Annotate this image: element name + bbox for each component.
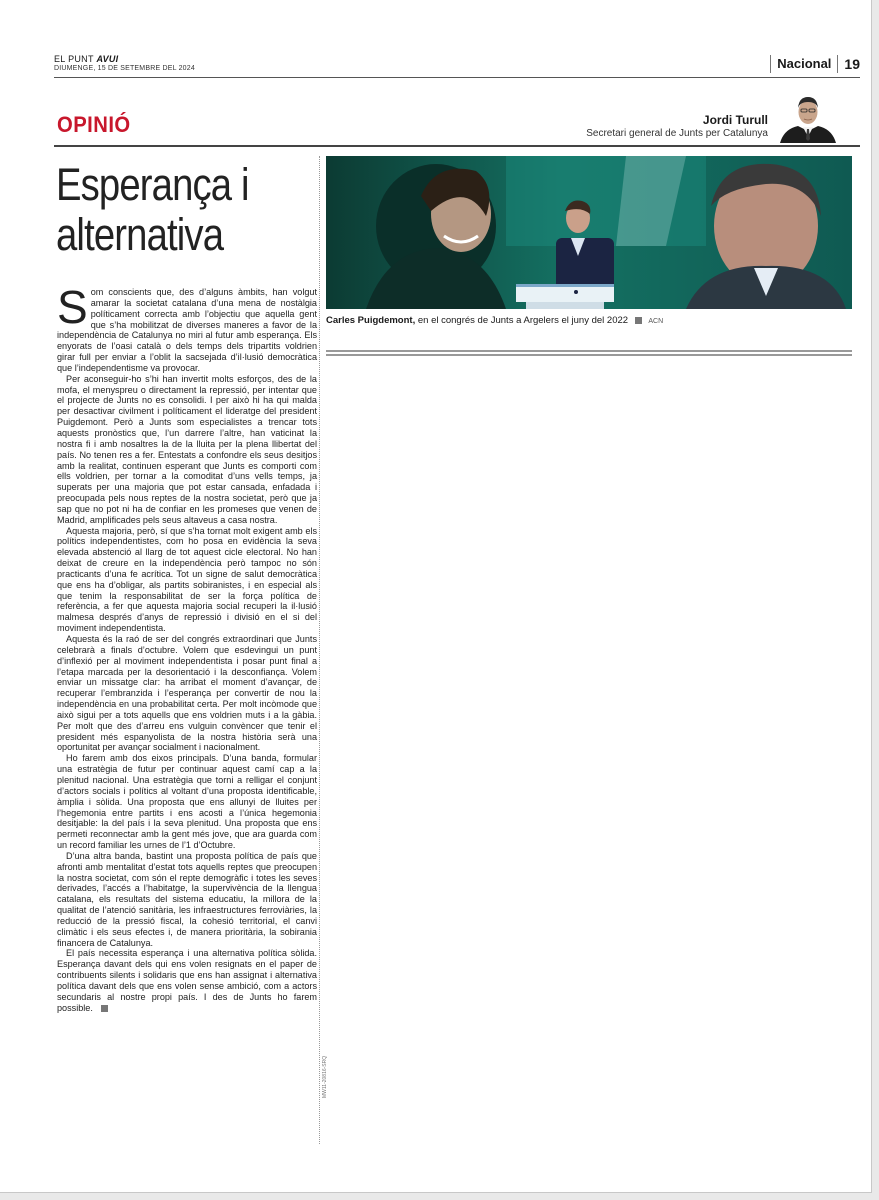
article-photo: [326, 156, 852, 309]
author-role: Secretari general de Junts per Catalunya: [586, 128, 768, 139]
publication-name-b: AVUI: [96, 54, 119, 64]
photo-code: MW11-20816-SRQ: [322, 1055, 328, 1098]
article-body: [57, 281, 317, 1014]
dropcap: S: [57, 281, 88, 333]
column-divider: [319, 156, 320, 1144]
article-paragraph: D’una altra banda, bastint una proposta política de país que afronti amb mentalitat d’estat tots aquells reptes que preocupen la nostra societat, com són el repte demogràfic i totes les seves derivades, l’accés a l’habitatge, la supervivència de la llengua catalana, els resultats del sistema educatiu, la millora de la qualitat de l’atenció sanitària, les infraestructures ferroviàries, la reducció de la pressió fiscal, la cohesió territorial, el canvi climàtic i els seus efectes i, de manera prioritària, la sobirania financera de Catalunya.: [57, 850, 317, 948]
congress-photo-icon: [326, 156, 852, 309]
section-name: Nacional: [770, 55, 838, 73]
author-portrait-icon: [776, 93, 840, 143]
article-paragraph: Ho farem amb dos eixos principals. D’una banda, formular una estratègia de futur per continuar aquest camí cap a la plenitud nacional. Una estratègia que torni a relligar el conjunt d’actors socials i polítics al voltant d’una proposta identificable, àmplia i sòlida. Una proposta que ens allunyi de lluites per l’hegemonia entre partits i ens acosti a l’única hegemonia desitjable: la del país i la seva plenitud. Una proposta que ens permeti reconnectar amb la gent més jove, que ara guarda com un record familiar les urnes de l’1 d’Octubre.: [57, 753, 317, 851]
article-title-line-2: alternativa: [56, 209, 224, 260]
article-paragraph: [57, 281, 317, 374]
article-title: [56, 160, 275, 260]
publication-name-a: EL PUNT: [54, 54, 94, 64]
author-name: Jordi Turull: [702, 113, 768, 127]
end-mark-icon: [101, 1005, 108, 1012]
paragraph-text: om conscients que, des d’alguns àmbits, han volgut amarar la societat catalana d’una mena de nostàlgia políticament correcta amb l’objectiu que aquella gent que s’ha mobilitzat de diverses maneres a favor de la independència de Catalunya no miri al futur amb esperança. Els enyorats de l’oasi català o dels temps dels tripartits voldrien girar full per enviar a l’oblit la sacsejada d’il·lusió democràtica que l’independentisme va provocar.: [57, 287, 317, 373]
photo-credit: ACN: [648, 318, 664, 325]
caption-divider: [326, 350, 852, 356]
caption-name: Carles Puigdemont,: [326, 315, 416, 326]
header-rule: [54, 145, 860, 147]
publication-date: DIUMENGE, 15 DE SETEMBRE DEL 2024: [54, 65, 195, 72]
section-page-box: [770, 54, 860, 74]
article-title-line-1: Esperança i: [56, 159, 249, 210]
page-number: 19: [844, 56, 860, 72]
article-paragraph: Aquesta és la raó de ser del congrés extraordinari que Junts celebrarà a finals d’octubre. Volem que esdevingui un punt d’inflexió per al moviment independentista i posar punt final a l’etapa marcada per la desorientació i la desconfiança. Volem enviar un missatge clar: ha arribat el moment d’avançar, de recuperar l’embranzida i l’esperança per convertir de nou la independència en una probabilitat certa. Per molt incòmode que això sigui per a tots aquells que ens voldrien muts i a la gàbia. Per molt que des d’arreu ens vulguin convèncer que tenir el president més espanyolista de la nostra història serà una oportunitat per avançar socialment i nacionalment.: [57, 634, 317, 753]
masthead-rule: [54, 77, 860, 78]
publication-name: [54, 54, 118, 64]
caption-text: en el congrés de Junts a Argelers el juny del 2022: [417, 315, 629, 326]
masthead: [54, 54, 860, 76]
paragraph-text: El país necessita esperança i una alternativa política sòlida. Esperança davant dels qui ens volen resignats en el paper de contribuents silents i solidaris que ens han assignat i alternativa política davant dels que ens volen sense ambició, com a actors secundaris al nostre propi país. I des de Junts ho farem possible.: [57, 948, 317, 1013]
article-paragraph: [57, 948, 317, 1013]
article-paragraph: Aquesta majoria, però, sí que s’ha tornat molt exigent amb els polítics independentistes, com ho posa en evidència la seva elevada abstenció al llarg de tot aquest cicle electoral. No han deixat de creure en la independència però tampoc no són practicants d’una fe acrítica. Tot un signe de salut democràtica que ens ha d’obligar, als partits sobiranistes, i en especial als que tenim la responsabilitat de ser la força política de referència, a fer que aquesta majoria social recuperi la il·lusió malmesa després d’anys de repressió i divisió en el si del moviment independentista.: [57, 525, 317, 634]
photo-caption: [326, 315, 852, 326]
section-label: OPINIÓ: [57, 112, 131, 137]
caption-mark-icon: [635, 317, 642, 324]
article-paragraph: Per aconseguir-ho s’hi han invertit molts esforços, des de la mofa, el menyspreu o directament la repressió, per intentar que el projecte de Junts no es consolidi. I per això hi ha qui malda per desactivar civilment i políticament el lideratge del president Puigdemont. Però a Junts som especialistes a trencar tots aquests pronòstics que, l’un darrere l’altre, han vaticinat la nostra fi i amb nosaltres la de la lluita per la plena llibertat del país. No tenen res a fer. Entestats a confondre els seus desitjos amb la realitat, continuen esperant que Junts es comporti com ells voldrien, per tornar a la comoditat d’uns vells temps, ja superats per una majoria que pot estar cansada, enfadada i preocupada pels nous reptes de la nostra societat, però que ja sap que no pot ni ha de confiar en les promeses que venen de Madrid, amplificades pels seus altaveus a casa nostra.: [57, 373, 317, 525]
author-photo: [776, 93, 840, 143]
